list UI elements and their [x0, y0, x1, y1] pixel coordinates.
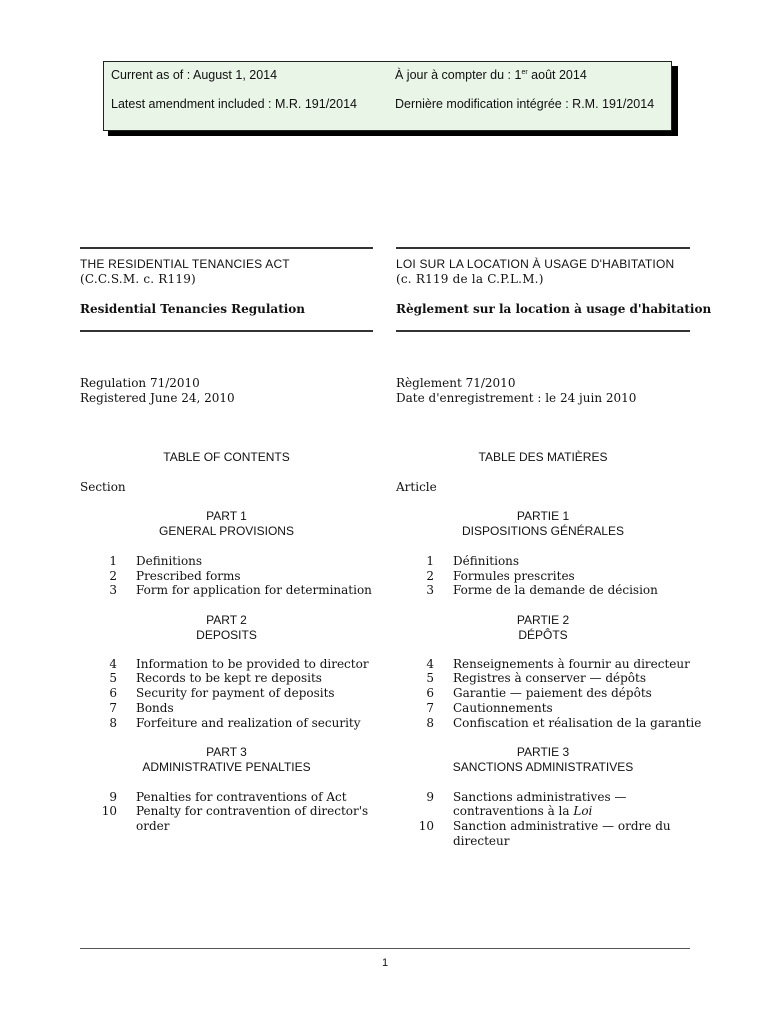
fr-part2-title: DÉPÔTS — [518, 628, 568, 642]
toc-number: 8 — [426, 716, 434, 730]
toc-entry[interactable]: Formules prescrites — [453, 569, 575, 583]
toc-number: 4 — [109, 657, 117, 671]
toc-number: 1 — [109, 554, 117, 568]
currency-box — [103, 61, 672, 131]
toc-entry-continued[interactable]: contraventions à la Loi — [453, 804, 593, 818]
toc-entry[interactable]: Garantie — paiement des dépôts — [453, 686, 652, 700]
toc-entry[interactable]: Renseignements à fournir au directeur — [453, 657, 690, 671]
toc-entry[interactable]: Définitions — [453, 554, 520, 568]
en-section-label: Section — [80, 480, 126, 494]
toc-number: 10 — [418, 819, 434, 833]
toc-number: 9 — [426, 790, 434, 804]
en-registered-date: Registered June 24, 2010 — [80, 391, 235, 405]
en-part1-title: GENERAL PROVISIONS — [159, 524, 294, 538]
toc-entry[interactable]: Information to be provided to director — [136, 657, 369, 671]
en-bottom-rule — [80, 330, 373, 332]
en-part2-label: PART 2 — [206, 613, 247, 627]
fr-part3-label: PARTIE 3 — [516, 745, 570, 759]
page-number: 1 — [381, 957, 389, 969]
fr-part1-label: PARTIE 1 — [516, 509, 570, 523]
toc-entry-continued[interactable]: order — [136, 819, 170, 833]
toc-entry[interactable]: Forfeiture and realization of security — [136, 716, 361, 730]
en-act-title: THE RESIDENTIAL TENANCIES ACT — [80, 257, 290, 271]
fr-top-rule — [396, 247, 690, 249]
current-as-of-fr: À jour à compter du : 1er août 2014 — [395, 68, 587, 82]
toc-entry[interactable]: Sanctions administratives — — [453, 790, 627, 804]
fr-regulation-title: Règlement sur la location à usage d'habitation — [396, 302, 712, 316]
toc-number: 8 — [109, 716, 117, 730]
en-part2-title: DEPOSITS — [196, 628, 257, 642]
toc-number: 7 — [426, 701, 434, 715]
en-part1-label: PART 1 — [206, 509, 247, 523]
fr-registered-date: Date d'enregistrement : le 24 juin 2010 — [396, 391, 637, 405]
toc-number: 3 — [426, 583, 434, 597]
toc-entry[interactable]: Confiscation et réalisation de la garantie — [453, 716, 702, 730]
toc-number: 10 — [101, 804, 117, 818]
toc-number: 7 — [109, 701, 117, 715]
toc-entry[interactable]: Bonds — [136, 701, 174, 715]
en-part3-label: PART 3 — [206, 745, 247, 759]
fr-article-label: Article — [396, 480, 437, 494]
toc-number: 2 — [109, 569, 117, 583]
toc-number: 6 — [426, 686, 434, 700]
en-regulation-title: Residential Tenancies Regulation — [80, 302, 306, 316]
en-part3-title: ADMINISTRATIVE PENALTIES — [142, 760, 311, 774]
toc-entry[interactable]: Penalty for contravention of director's — [136, 804, 369, 818]
toc-entry[interactable]: Definitions — [136, 554, 203, 568]
fr-part3-title: SANCTIONS ADMINISTRATIVES — [452, 760, 634, 774]
en-regulation-number: Regulation 71/2010 — [80, 376, 200, 390]
latest-amendment-en: Latest amendment included : M.R. 191/2014 — [111, 97, 357, 111]
toc-entry[interactable]: Sanction administrative — ordre du — [453, 819, 671, 833]
toc-entry[interactable]: Form for application for determination — [136, 583, 372, 597]
toc-entry[interactable]: Prescribed forms — [136, 569, 241, 583]
toc-number: 4 — [426, 657, 434, 671]
fr-toc-heading: TABLE DES MATIÈRES — [478, 450, 608, 464]
en-toc-heading: TABLE OF CONTENTS — [163, 450, 290, 464]
toc-entry[interactable]: Registres à conserver — dépôts — [453, 671, 647, 685]
toc-number: 1 — [426, 554, 434, 568]
fr-bottom-rule — [396, 330, 690, 332]
fr-part2-label: PARTIE 2 — [516, 613, 570, 627]
toc-entry[interactable]: Security for payment of deposits — [136, 686, 335, 700]
toc-number: 6 — [109, 686, 117, 700]
toc-number: 3 — [109, 583, 117, 597]
toc-number: 2 — [426, 569, 434, 583]
toc-entry[interactable]: Records to be kept re deposits — [136, 671, 322, 685]
current-as-of-en: Current as of : August 1, 2014 — [111, 68, 278, 82]
toc-entry[interactable]: Cautionnements — [453, 701, 553, 715]
fr-part1-title: DISPOSITIONS GÉNÉRALES — [461, 524, 625, 538]
fr-act-citation: (c. R119 de la C.P.L.M.) — [396, 272, 544, 286]
en-act-citation: (C.C.S.M. c. R119) — [80, 272, 196, 286]
latest-amendment-fr: Dernière modification intégrée : R.M. 191/2014 — [395, 97, 655, 111]
toc-entry[interactable]: Penalties for contraventions of Act — [136, 790, 347, 804]
footer-rule — [80, 948, 690, 949]
en-top-rule — [80, 247, 373, 249]
toc-number: 9 — [109, 790, 117, 804]
fr-regulation-number: Règlement 71/2010 — [396, 376, 516, 390]
toc-entry-continued[interactable]: directeur — [453, 834, 510, 848]
toc-number: 5 — [109, 671, 117, 685]
toc-entry[interactable]: Forme de la demande de décision — [453, 583, 658, 597]
fr-act-title: LOI SUR LA LOCATION À USAGE D'HABITATION — [396, 257, 675, 271]
toc-number: 5 — [426, 671, 434, 685]
